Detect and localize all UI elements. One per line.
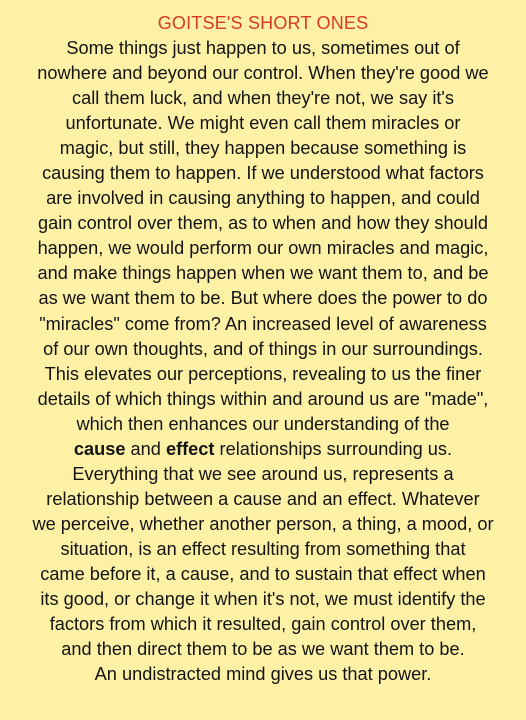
body-line: nowhere and beyond our control. When they're good we [37, 63, 489, 84]
body-line: call them luck, and when they're not, we say it's [72, 88, 454, 109]
emphasis-word-cause: cause [73, 438, 126, 459]
body-line: and then direct them to be as we want them to be. [61, 639, 465, 660]
emphasis-join: and [125, 438, 166, 459]
body-line: relationship between a cause and an effect. Whatever [46, 488, 480, 509]
body-line: came before it, a cause, and to sustain that effect when [40, 563, 486, 584]
body-line: Some things just happen to us, sometimes out of [66, 38, 460, 58]
body-line: unfortunate. We might even call them miracles or [65, 113, 461, 134]
body-line: magic, but still, they happen because something is [59, 138, 467, 159]
body-line: This elevates our perceptions, revealing to us the finer [44, 363, 482, 384]
body-line: causing them to happen. If we understood what factors [42, 163, 484, 184]
body-line: of our own thoughts, and of things in our surroundings. [43, 338, 483, 359]
body-line: situation, is an effect resulting from something that [60, 538, 466, 559]
body-line: An undistracted mind gives us that power. [94, 664, 432, 685]
body-line: "miracles" come from? An increased level of awareness [39, 313, 487, 334]
document-title: GOITSE'S SHORT ONES [157, 13, 369, 33]
body-line: which then enhances our understanding of the [76, 413, 450, 434]
body-line: Everything that we see around us, represents a [72, 463, 454, 484]
body-line: happen, we would perform our own miracles and magic, [37, 238, 489, 259]
emphasis-word-effect: effect [165, 438, 215, 459]
body-line: and make things happen when we want them to, and be [37, 263, 489, 284]
body-line: details of which things within and around us are "made", [37, 388, 489, 409]
body-line: gain control over them, as to when and how they should [38, 213, 488, 234]
body-line: as we want them to be. But where does the power to do [38, 288, 488, 309]
body-line: its good, or change it when it's not, we must identify the [40, 589, 486, 610]
body-line: are involved in causing anything to happen, and could [46, 188, 480, 209]
document-body [3, 36, 523, 687]
body-line: factors from which it resulted, gain control over them, [49, 614, 477, 635]
body-line: we perceive, whether another person, a thing, a mood, or [32, 513, 494, 534]
emphasis-line [3, 437, 523, 462]
emphasis-rest: relationships surrounding us. [214, 438, 453, 459]
